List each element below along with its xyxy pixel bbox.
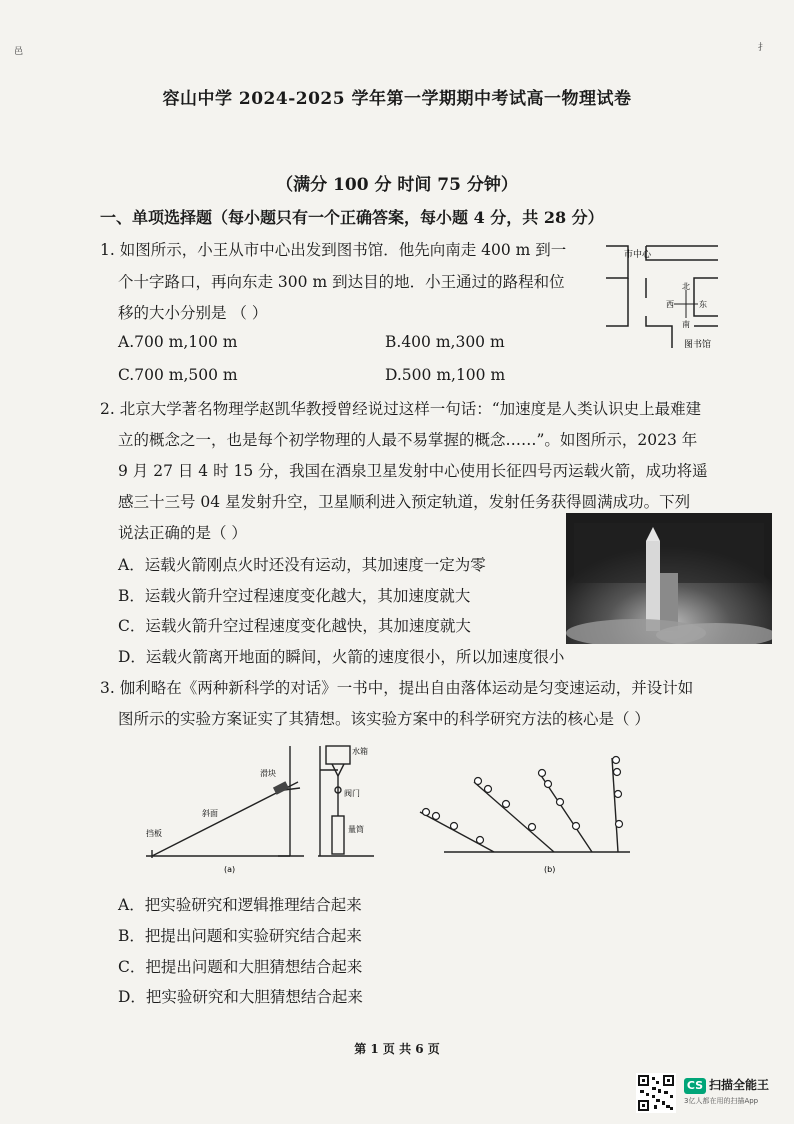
label-figure-b: (b) [544,865,556,874]
q1-option-a: A.700 m,100 m [118,333,238,351]
q2-option-d: D．运载火箭离开地面的瞬间，火箭的速度很小，所以加速度很小 [118,648,565,666]
scanner-brand[interactable] [684,1074,794,1105]
scanner-tagline: 3亿人都在用的扫描App [684,1097,759,1105]
q1-option-c: C.700 m,500 m [118,366,238,384]
rocket-launch-photo [566,513,772,644]
label-slider: 滑块 [260,769,276,778]
q2-line: 立的概念之一，也是每个初学物理的人最不易掌握的概念……”。如图所示，2023 年 [118,431,698,449]
q1-line: 1. 如图所示，小王从市中心出发到图书馆．他先向南走 400 m 到一 [100,241,567,259]
corner-mark-right: 扌 [758,43,768,53]
q1-line: 移的大小分别是 （ ） [118,304,268,322]
q2-option-b: B．运载火箭升空过程速度变化越大，其加速度就大 [118,587,471,605]
q3-option-c: C．把提出问题和大胆猜想结合起来 [118,958,363,976]
map-label-east: 东 [699,300,707,309]
label-cylinder: 量筒 [348,825,364,834]
q2-option-c: C．运载火箭升空过程速度变化越快，其加速度就大 [118,617,471,635]
cs-logo-icon: CS [684,1078,706,1094]
qr-code-icon[interactable] [636,1073,676,1113]
map-label-city-center: 市中心 [624,250,652,260]
q3-line: 3. 伽利略在《两种新科学的对话》一书中，提出自由落体运动是匀变速运动，并设计如 [100,679,694,697]
label-figure-a: (a) [224,865,236,874]
section-heading: 一、单项选择题（每小题只有一个正确答案，每小题 4 分，共 28 分） [100,208,604,227]
q1-option-b: B.400 m,300 m [385,333,505,351]
q1-line: 个十字路口，再向东走 300 m 到达目的地．小王通过的路程和位 [118,273,565,291]
q2-line: 说法正确的是（ ） [118,524,247,542]
scanner-name: 扫描全能王 [709,1078,770,1092]
q2-line: 9 月 27 日 4 时 15 分，我国在酒泉卫星发射中心使用长征四号丙运载火箭，成功将遥 [118,462,708,480]
map-label-west: 西 [666,300,674,309]
q2-line: 感三十三号 04 星发射升空，卫星顺利进入预定轨道，发射任务获得圆满成功。下列 [118,493,691,511]
map-label-north: 北 [682,282,690,291]
corner-mark-left: 邑 [14,47,24,57]
q2-option-a: A．运载火箭刚点火时还没有运动，其加速度一定为零 [118,556,486,574]
label-stopper: 挡板 [146,829,162,838]
q3-option-b: B．把提出问题和实验研究结合起来 [118,927,362,945]
q1-map-figure [598,238,726,353]
map-label-library: 图书馆 [684,340,712,350]
label-valve: 阀门 [344,789,360,798]
map-label-south: 南 [682,320,690,329]
label-incline: 斜面 [202,809,218,818]
exam-info: （满分 100 分 时间 75 分钟） [276,175,518,195]
page-title: 容山中学 2024-2025 学年第一学期期中考试高一物理试卷 [162,89,632,109]
page-footer: 第 1 页 共 6 页 [354,1042,440,1056]
q3-line: 图所示的实验方案证实了其猜想。该实验方案中的科学研究方法的核心是（ ） [118,710,650,728]
q3-option-d: D．把实验研究和大胆猜想结合起来 [118,988,363,1006]
galileo-incline-figure-b [414,752,644,880]
q1-option-d: D.500 m,100 m [385,366,506,384]
q3-option-a: A．把实验研究和逻辑推理结合起来 [118,896,362,914]
label-water-box: 水箱 [352,747,368,756]
q2-line: 2. 北京大学著名物理学赵凯华教授曾经说过这样一句话：“加速度是人类认识史上最难建 [100,400,702,418]
galileo-incline-figure-a [138,740,378,880]
